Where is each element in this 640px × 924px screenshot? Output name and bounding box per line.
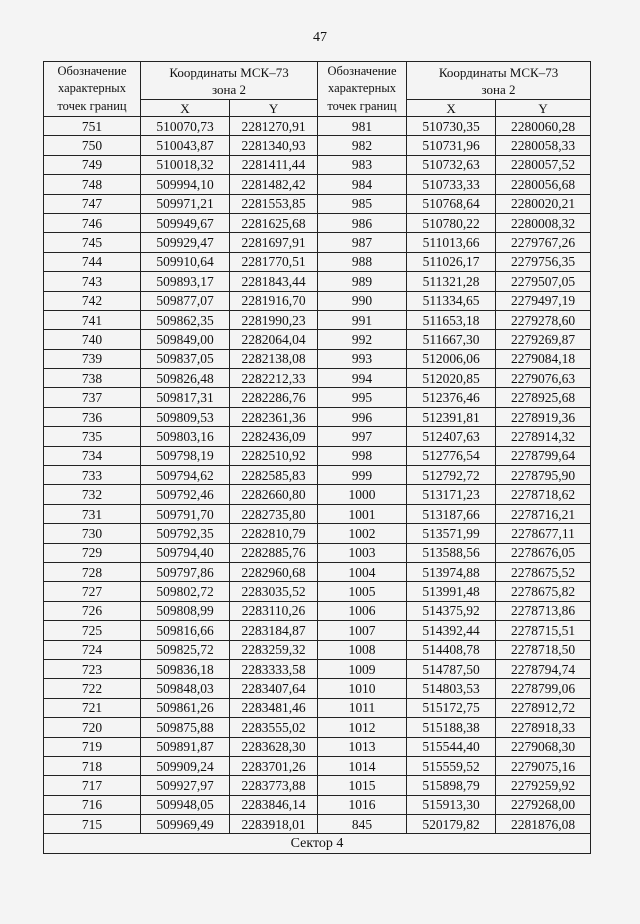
cell-y-right: 2279497,19 (496, 291, 591, 310)
table-row (44, 427, 591, 446)
cell-y-left: 2283259,32 (230, 640, 318, 659)
cell-point-left: 726 (44, 601, 141, 620)
cell-point-right: 1008 (318, 640, 407, 659)
cell-x-left: 509929,47 (141, 233, 230, 252)
cell-y-left: 2283846,14 (230, 795, 318, 814)
cell-y-right: 2278914,32 (496, 427, 591, 446)
cell-x-left: 509994,10 (141, 175, 230, 194)
cell-y-left: 2281270,91 (230, 117, 318, 136)
cell-y-left: 2282660,80 (230, 485, 318, 504)
cell-point-right: 997 (318, 427, 407, 446)
cell-x-left: 509861,26 (141, 698, 230, 717)
cell-x-right: 511026,17 (407, 252, 496, 271)
table-row (44, 621, 591, 640)
cell-y-left: 2282510,92 (230, 446, 318, 465)
cell-y-right: 2279076,63 (496, 369, 591, 388)
cell-x-left: 509798,19 (141, 446, 230, 465)
cell-point-left: 723 (44, 659, 141, 678)
cell-y-left: 2282286,76 (230, 388, 318, 407)
cell-point-left: 746 (44, 213, 141, 232)
cell-x-left: 510043,87 (141, 136, 230, 155)
cell-point-left: 744 (44, 252, 141, 271)
cell-y-right: 2278799,06 (496, 679, 591, 698)
cell-y-right: 2279278,60 (496, 310, 591, 329)
cell-y-left: 2282585,83 (230, 466, 318, 485)
cell-x-left: 509910,64 (141, 252, 230, 271)
cell-point-right: 1006 (318, 601, 407, 620)
cell-y-left: 2282960,68 (230, 562, 318, 581)
cell-point-right: 1015 (318, 776, 407, 795)
cell-point-left: 735 (44, 427, 141, 446)
cell-x-right: 514375,92 (407, 601, 496, 620)
cell-point-left: 731 (44, 504, 141, 523)
cell-point-right: 1013 (318, 737, 407, 756)
cell-point-right: 996 (318, 407, 407, 426)
header-coords-left (141, 62, 318, 100)
cell-point-left: 730 (44, 524, 141, 543)
cell-y-right: 2278912,72 (496, 698, 591, 717)
cell-x-left: 509927,97 (141, 776, 230, 795)
cell-y-right: 2279756,35 (496, 252, 591, 271)
table-row (44, 446, 591, 465)
cell-y-left: 2283628,30 (230, 737, 318, 756)
cell-point-right: 1002 (318, 524, 407, 543)
cell-y-right: 2278918,33 (496, 718, 591, 737)
cell-y-left: 2282436,09 (230, 427, 318, 446)
header-point-label-right: Обозначение характерных точек границ (318, 62, 407, 117)
cell-x-left: 509792,35 (141, 524, 230, 543)
cell-y-right: 2278919,36 (496, 407, 591, 426)
table-row (44, 562, 591, 581)
cell-point-right: 845 (318, 815, 407, 834)
table-row (44, 117, 591, 136)
table-row (44, 543, 591, 562)
cell-x-right: 514392,44 (407, 621, 496, 640)
cell-point-right: 990 (318, 291, 407, 310)
table-row (44, 136, 591, 155)
cell-y-left: 2283110,26 (230, 601, 318, 620)
cell-y-right: 2279084,18 (496, 349, 591, 368)
cell-y-left: 2281411,44 (230, 155, 318, 174)
cell-y-left: 2281625,68 (230, 213, 318, 232)
coordinates-table (43, 61, 591, 854)
cell-x-left: 509971,21 (141, 194, 230, 213)
header-x-right: X (407, 100, 496, 117)
cell-point-left: 749 (44, 155, 141, 174)
table-row (44, 582, 591, 601)
cell-y-right: 2279068,30 (496, 737, 591, 756)
cell-y-left: 2282361,36 (230, 407, 318, 426)
cell-point-right: 1014 (318, 756, 407, 775)
table-row (44, 175, 591, 194)
cell-point-left: 732 (44, 485, 141, 504)
cell-point-left: 736 (44, 407, 141, 426)
cell-x-right: 513588,56 (407, 543, 496, 562)
cell-x-right: 510730,35 (407, 117, 496, 136)
cell-x-left: 509891,87 (141, 737, 230, 756)
table-row (44, 504, 591, 523)
header-coords-right-line2: зона 2 (481, 81, 516, 97)
cell-x-right: 512006,06 (407, 349, 496, 368)
header-coords-right (407, 62, 591, 100)
cell-y-left: 2282138,08 (230, 349, 318, 368)
cell-x-right: 515544,40 (407, 737, 496, 756)
cell-x-right: 514803,53 (407, 679, 496, 698)
cell-point-left: 748 (44, 175, 141, 194)
cell-point-right: 1005 (318, 582, 407, 601)
cell-point-left: 745 (44, 233, 141, 252)
sector-label: Сектор 4 (44, 834, 591, 854)
cell-point-left: 750 (44, 136, 141, 155)
cell-x-right: 513571,99 (407, 524, 496, 543)
cell-point-right: 995 (318, 388, 407, 407)
cell-point-right: 1001 (318, 504, 407, 523)
cell-point-right: 989 (318, 272, 407, 291)
cell-y-right: 2281876,08 (496, 815, 591, 834)
cell-x-left: 509808,99 (141, 601, 230, 620)
cell-x-right: 512776,54 (407, 446, 496, 465)
cell-y-left: 2282735,80 (230, 504, 318, 523)
cell-y-right: 2278675,52 (496, 562, 591, 581)
cell-point-right: 991 (318, 310, 407, 329)
cell-x-left: 509893,17 (141, 272, 230, 291)
table-row (44, 815, 591, 834)
cell-x-right: 511334,65 (407, 291, 496, 310)
cell-y-left: 2283333,58 (230, 659, 318, 678)
cell-point-right: 1000 (318, 485, 407, 504)
header-y-right: Y (496, 100, 591, 117)
cell-point-right: 1011 (318, 698, 407, 717)
cell-x-left: 509875,88 (141, 718, 230, 737)
cell-y-left: 2281770,51 (230, 252, 318, 271)
cell-y-right: 2279259,92 (496, 776, 591, 795)
cell-x-left: 509848,03 (141, 679, 230, 698)
cell-y-right: 2280020,21 (496, 194, 591, 213)
cell-point-left: 718 (44, 756, 141, 775)
cell-point-left: 715 (44, 815, 141, 834)
cell-point-left: 725 (44, 621, 141, 640)
cell-x-left: 509809,53 (141, 407, 230, 426)
table-row (44, 718, 591, 737)
cell-x-left: 509948,05 (141, 795, 230, 814)
cell-y-left: 2283918,01 (230, 815, 318, 834)
cell-point-left: 727 (44, 582, 141, 601)
cell-point-right: 986 (318, 213, 407, 232)
cell-point-left: 739 (44, 349, 141, 368)
cell-x-right: 515913,30 (407, 795, 496, 814)
cell-y-left: 2281553,85 (230, 194, 318, 213)
cell-x-right: 513991,48 (407, 582, 496, 601)
cell-point-left: 737 (44, 388, 141, 407)
cell-y-left: 2283184,87 (230, 621, 318, 640)
cell-point-right: 994 (318, 369, 407, 388)
cell-y-right: 2280057,52 (496, 155, 591, 174)
cell-x-right: 511653,18 (407, 310, 496, 329)
cell-y-left: 2281990,23 (230, 310, 318, 329)
cell-y-left: 2283701,26 (230, 756, 318, 775)
cell-x-left: 510018,32 (141, 155, 230, 174)
table-row (44, 233, 591, 252)
cell-point-left: 733 (44, 466, 141, 485)
cell-x-left: 509826,48 (141, 369, 230, 388)
cell-x-left: 509909,24 (141, 756, 230, 775)
cell-point-right: 985 (318, 194, 407, 213)
cell-x-right: 510768,64 (407, 194, 496, 213)
table-row (44, 407, 591, 426)
cell-y-right: 2280060,28 (496, 117, 591, 136)
table-row (44, 756, 591, 775)
cell-x-left: 509802,72 (141, 582, 230, 601)
cell-y-left: 2281697,91 (230, 233, 318, 252)
cell-x-right: 511321,28 (407, 272, 496, 291)
cell-y-left: 2281843,44 (230, 272, 318, 291)
cell-point-right: 984 (318, 175, 407, 194)
cell-y-left: 2283555,02 (230, 718, 318, 737)
cell-point-right: 1009 (318, 659, 407, 678)
table-row (44, 213, 591, 232)
cell-y-right: 2280056,68 (496, 175, 591, 194)
cell-x-right: 520179,82 (407, 815, 496, 834)
cell-x-left: 509836,18 (141, 659, 230, 678)
table-row (44, 252, 591, 271)
cell-y-left: 2282212,33 (230, 369, 318, 388)
cell-y-right: 2278716,21 (496, 504, 591, 523)
cell-y-left: 2283035,52 (230, 582, 318, 601)
header-coords-right-line1: Координаты МСК–73 (438, 64, 559, 80)
table-row (44, 369, 591, 388)
cell-point-left: 742 (44, 291, 141, 310)
cell-y-right: 2278713,86 (496, 601, 591, 620)
cell-y-right: 2279767,26 (496, 233, 591, 252)
cell-x-left: 509797,86 (141, 562, 230, 581)
cell-point-left: 751 (44, 117, 141, 136)
table-row (44, 194, 591, 213)
cell-x-left: 509791,70 (141, 504, 230, 523)
cell-x-right: 515898,79 (407, 776, 496, 795)
cell-x-right: 513187,66 (407, 504, 496, 523)
cell-point-left: 740 (44, 330, 141, 349)
table-row (44, 795, 591, 814)
cell-point-right: 987 (318, 233, 407, 252)
cell-y-left: 2283773,88 (230, 776, 318, 795)
cell-y-left: 2281340,93 (230, 136, 318, 155)
table-row (44, 737, 591, 756)
cell-y-right: 2278718,62 (496, 485, 591, 504)
table-row (44, 659, 591, 678)
cell-point-right: 1010 (318, 679, 407, 698)
header-coords-left-line2: зона 2 (211, 81, 247, 97)
cell-x-right: 510732,63 (407, 155, 496, 174)
cell-y-right: 2278795,90 (496, 466, 591, 485)
cell-y-right: 2280058,33 (496, 136, 591, 155)
cell-y-right: 2278715,51 (496, 621, 591, 640)
cell-x-right: 514787,50 (407, 659, 496, 678)
cell-point-left: 721 (44, 698, 141, 717)
cell-y-left: 2281482,42 (230, 175, 318, 194)
cell-point-left: 719 (44, 737, 141, 756)
cell-x-left: 509803,16 (141, 427, 230, 446)
cell-point-left: 743 (44, 272, 141, 291)
cell-y-left: 2283481,46 (230, 698, 318, 717)
cell-x-right: 515559,52 (407, 756, 496, 775)
table-row (44, 388, 591, 407)
cell-y-right: 2278677,11 (496, 524, 591, 543)
cell-x-left: 509825,72 (141, 640, 230, 659)
table-row (44, 155, 591, 174)
cell-point-left: 717 (44, 776, 141, 795)
cell-point-right: 983 (318, 155, 407, 174)
cell-y-right: 2278675,82 (496, 582, 591, 601)
cell-x-right: 513171,23 (407, 485, 496, 504)
cell-y-right: 2279075,16 (496, 756, 591, 775)
cell-point-left: 729 (44, 543, 141, 562)
cell-x-left: 509792,46 (141, 485, 230, 504)
cell-y-right: 2278718,50 (496, 640, 591, 659)
cell-x-left: 509794,40 (141, 543, 230, 562)
table-body (44, 117, 591, 834)
cell-point-left: 734 (44, 446, 141, 465)
cell-x-left: 509862,35 (141, 310, 230, 329)
header-point-label-left: Обозначение характерных точек границ (44, 62, 141, 117)
cell-point-right: 1003 (318, 543, 407, 562)
cell-x-right: 512020,85 (407, 369, 496, 388)
cell-point-right: 982 (318, 136, 407, 155)
cell-x-left: 509794,62 (141, 466, 230, 485)
cell-x-left: 509837,05 (141, 349, 230, 368)
cell-point-right: 1016 (318, 795, 407, 814)
cell-point-left: 716 (44, 795, 141, 814)
table-row (44, 601, 591, 620)
cell-point-left: 720 (44, 718, 141, 737)
header-y-left: Y (230, 100, 318, 117)
cell-y-right: 2278925,68 (496, 388, 591, 407)
table-row (44, 330, 591, 349)
table-row (44, 466, 591, 485)
cell-x-left: 509877,07 (141, 291, 230, 310)
cell-point-right: 998 (318, 446, 407, 465)
cell-y-right: 2279269,87 (496, 330, 591, 349)
cell-x-right: 512792,72 (407, 466, 496, 485)
table-row (44, 524, 591, 543)
table-row (44, 679, 591, 698)
cell-x-left: 509849,00 (141, 330, 230, 349)
cell-point-left: 741 (44, 310, 141, 329)
cell-x-right: 515188,38 (407, 718, 496, 737)
cell-y-left: 2282064,04 (230, 330, 318, 349)
cell-point-left: 724 (44, 640, 141, 659)
cell-x-right: 514408,78 (407, 640, 496, 659)
cell-x-left: 509816,66 (141, 621, 230, 640)
cell-point-right: 981 (318, 117, 407, 136)
cell-y-left: 2283407,64 (230, 679, 318, 698)
cell-y-right: 2280008,32 (496, 213, 591, 232)
table-row (44, 640, 591, 659)
table-row (44, 349, 591, 368)
cell-y-right: 2278794,74 (496, 659, 591, 678)
cell-x-right: 512391,81 (407, 407, 496, 426)
table-row (44, 310, 591, 329)
header-x-left: X (141, 100, 230, 117)
cell-point-right: 999 (318, 466, 407, 485)
table-row (44, 698, 591, 717)
cell-x-right: 510733,33 (407, 175, 496, 194)
cell-y-left: 2282810,79 (230, 524, 318, 543)
cell-y-left: 2282885,76 (230, 543, 318, 562)
cell-x-right: 512376,46 (407, 388, 496, 407)
cell-point-right: 992 (318, 330, 407, 349)
table-row (44, 272, 591, 291)
cell-x-right: 511013,66 (407, 233, 496, 252)
cell-point-right: 1007 (318, 621, 407, 640)
cell-x-right: 510780,22 (407, 213, 496, 232)
cell-y-right: 2279507,05 (496, 272, 591, 291)
cell-point-left: 728 (44, 562, 141, 581)
table-row (44, 485, 591, 504)
cell-x-left: 509949,67 (141, 213, 230, 232)
cell-y-right: 2278799,64 (496, 446, 591, 465)
cell-point-left: 738 (44, 369, 141, 388)
cell-x-left: 510070,73 (141, 117, 230, 136)
cell-point-right: 1004 (318, 562, 407, 581)
header-coords-left-line1: Координаты МСК–73 (169, 64, 289, 80)
page-number: 47 (313, 30, 327, 45)
table-row (44, 776, 591, 795)
table-row (44, 291, 591, 310)
cell-y-left: 2281916,70 (230, 291, 318, 310)
cell-x-left: 509817,31 (141, 388, 230, 407)
cell-x-right: 515172,75 (407, 698, 496, 717)
cell-x-right: 511667,30 (407, 330, 496, 349)
cell-point-right: 1012 (318, 718, 407, 737)
cell-x-left: 509969,49 (141, 815, 230, 834)
cell-x-right: 510731,96 (407, 136, 496, 155)
cell-x-right: 513974,88 (407, 562, 496, 581)
cell-x-right: 512407,63 (407, 427, 496, 446)
cell-point-right: 988 (318, 252, 407, 271)
cell-point-left: 747 (44, 194, 141, 213)
cell-y-right: 2278676,05 (496, 543, 591, 562)
cell-point-left: 722 (44, 679, 141, 698)
cell-point-right: 993 (318, 349, 407, 368)
cell-y-right: 2279268,00 (496, 795, 591, 814)
